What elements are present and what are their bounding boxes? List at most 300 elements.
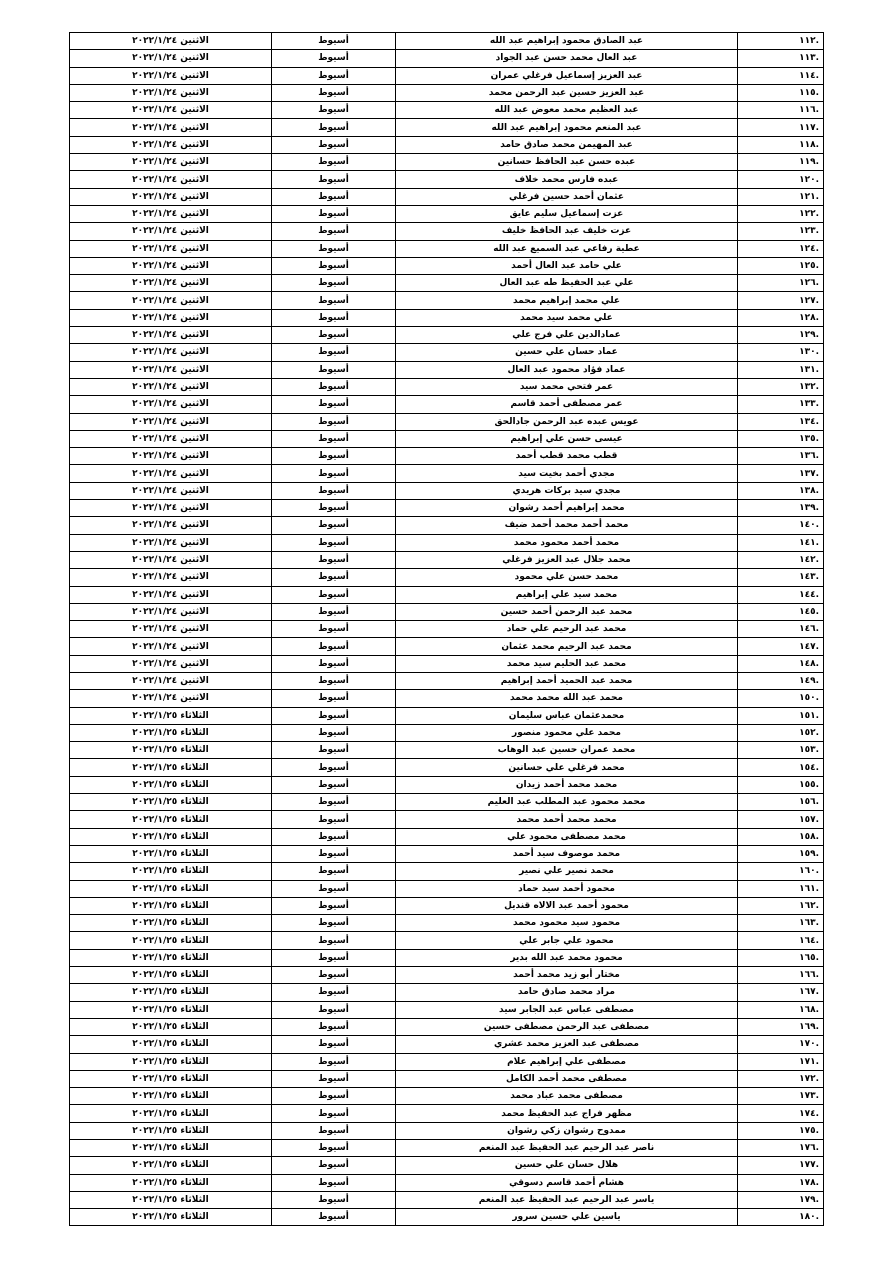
person-name-cell: محمد عمران حسين عبد الوهاب (396, 742, 738, 759)
row-number-cell: .١٥٨ (738, 828, 824, 845)
date-cell: الثلاثاء ٢٠٢٢/١/٢٥ (70, 897, 272, 914)
row-number-cell: .١٣٩ (738, 500, 824, 517)
table-row (70, 171, 824, 188)
names-table (69, 32, 824, 1226)
row-number-cell: .١٥٤ (738, 759, 824, 776)
city-cell: أسيوط (272, 1053, 396, 1070)
row-number-cell: .١٢١ (738, 188, 824, 205)
table-row (70, 1191, 824, 1208)
table-row (70, 1053, 824, 1070)
person-name-cell: مصطفى محمد أحمد الكامل (396, 1070, 738, 1087)
row-number-cell: .١٢٨ (738, 309, 824, 326)
table-row (70, 223, 824, 240)
city-cell: أسيوط (272, 465, 396, 482)
date-cell: الاثنين ٢٠٢٢/١/٢٤ (70, 396, 272, 413)
person-name-cell: عيسى حسن علي إبراهيم (396, 430, 738, 447)
row-number-cell: .١٦٦ (738, 967, 824, 984)
table-row (70, 1122, 824, 1139)
table-row (70, 67, 824, 84)
row-number-cell: .١٦١ (738, 880, 824, 897)
person-name-cell: مختار أبو زيد محمد أحمد (396, 967, 738, 984)
date-cell: الثلاثاء ٢٠٢٢/١/٢٥ (70, 915, 272, 932)
row-number-cell: .١١٥ (738, 84, 824, 101)
person-name-cell: عماد حسان علي حسين (396, 344, 738, 361)
names-table-body (70, 33, 824, 1226)
city-cell: أسيوط (272, 33, 396, 50)
date-cell: الثلاثاء ٢٠٢٢/١/٢٥ (70, 707, 272, 724)
city-cell: أسيوط (272, 240, 396, 257)
date-cell: الاثنين ٢٠٢٢/١/٢٤ (70, 292, 272, 309)
date-cell: الاثنين ٢٠٢٢/١/٢٤ (70, 482, 272, 499)
table-row (70, 655, 824, 672)
row-number-cell: .١٣٧ (738, 465, 824, 482)
date-cell: الاثنين ٢٠٢٢/١/٢٤ (70, 655, 272, 672)
city-cell: أسيوط (272, 257, 396, 274)
date-cell: الثلاثاء ٢٠٢٢/١/٢٥ (70, 1191, 272, 1208)
city-cell: أسيوط (272, 1122, 396, 1139)
date-cell: الاثنين ٢٠٢٢/١/٢٤ (70, 500, 272, 517)
person-name-cell: ياسر عبد الرحيم عبد الحفيظ عبد المنعم (396, 1191, 738, 1208)
table-row (70, 1018, 824, 1035)
date-cell: الاثنين ٢٠٢٢/١/٢٤ (70, 257, 272, 274)
city-cell: أسيوط (272, 1105, 396, 1122)
row-number-cell: .١٣٠ (738, 344, 824, 361)
person-name-cell: عمر فتحي محمد سيد (396, 378, 738, 395)
date-cell: الثلاثاء ٢٠٢٢/١/٢٥ (70, 1122, 272, 1139)
city-cell: أسيوط (272, 1088, 396, 1105)
person-name-cell: محمد نصير علي نصير (396, 863, 738, 880)
person-name-cell: محمد عبد الرحمن أحمد حسين (396, 603, 738, 620)
city-cell: أسيوط (272, 448, 396, 465)
person-name-cell: محمدعثمان عباس سليمان (396, 707, 738, 724)
table-row (70, 327, 824, 344)
row-number-cell: .١٢٥ (738, 257, 824, 274)
table-row (70, 102, 824, 119)
table-row (70, 1036, 824, 1053)
date-cell: الاثنين ٢٠٢٢/١/٢٤ (70, 205, 272, 222)
date-cell: الاثنين ٢٠٢٢/١/٢٤ (70, 430, 272, 447)
person-name-cell: عبده فارس محمد خلاف (396, 171, 738, 188)
date-cell: الثلاثاء ٢٠٢٢/١/٢٥ (70, 1070, 272, 1087)
table-row (70, 430, 824, 447)
table-row (70, 1088, 824, 1105)
person-name-cell: محمود محمد عبد الله بدير (396, 949, 738, 966)
table-row (70, 794, 824, 811)
date-cell: الثلاثاء ٢٠٢٢/١/٢٥ (70, 1105, 272, 1122)
table-row (70, 759, 824, 776)
city-cell: أسيوط (272, 361, 396, 378)
person-name-cell: عطية رفاعي عبد السميع عبد الله (396, 240, 738, 257)
row-number-cell: .١٦٩ (738, 1018, 824, 1035)
city-cell: أسيوط (272, 828, 396, 845)
city-cell: أسيوط (272, 396, 396, 413)
table-row (70, 1174, 824, 1191)
person-name-cell: مجدي أحمد بخيت سيد (396, 465, 738, 482)
row-number-cell: .١٧٦ (738, 1140, 824, 1157)
table-row (70, 638, 824, 655)
date-cell: الاثنين ٢٠٢٢/١/٢٤ (70, 50, 272, 67)
city-cell: أسيوط (272, 378, 396, 395)
date-cell: الاثنين ٢٠٢٢/١/٢٤ (70, 378, 272, 395)
date-cell: الاثنين ٢٠٢٢/١/٢٤ (70, 448, 272, 465)
date-cell: الاثنين ٢٠٢٢/١/٢٤ (70, 136, 272, 153)
row-number-cell: .١٥٢ (738, 724, 824, 741)
person-name-cell: محمد أحمد محمد أحمد ضيف (396, 517, 738, 534)
row-number-cell: .١٧١ (738, 1053, 824, 1070)
city-cell: أسيوط (272, 759, 396, 776)
person-name-cell: عمر مصطفى أحمد قاسم (396, 396, 738, 413)
table-row (70, 188, 824, 205)
person-name-cell: مصطفى محمد عباد محمد (396, 1088, 738, 1105)
person-name-cell: مظهر فراج عبد الحفيظ محمد (396, 1105, 738, 1122)
city-cell: أسيوط (272, 967, 396, 984)
date-cell: الاثنين ٢٠٢٢/١/٢٤ (70, 603, 272, 620)
row-number-cell: .١٥١ (738, 707, 824, 724)
city-cell: أسيوط (272, 672, 396, 689)
table-row (70, 707, 824, 724)
date-cell: الثلاثاء ٢٠٢٢/١/٢٥ (70, 949, 272, 966)
date-cell: الثلاثاء ٢٠٢٢/١/٢٥ (70, 1001, 272, 1018)
table-row (70, 690, 824, 707)
date-cell: الثلاثاء ٢٠٢٢/١/٢٥ (70, 932, 272, 949)
city-cell: أسيوط (272, 413, 396, 430)
row-number-cell: .١٢٣ (738, 223, 824, 240)
table-row (70, 1157, 824, 1174)
table-row (70, 603, 824, 620)
row-number-cell: .١٨٠ (738, 1209, 824, 1226)
row-number-cell: .١١٧ (738, 119, 824, 136)
city-cell: أسيوط (272, 690, 396, 707)
person-name-cell: محمد عبد الحليم سيد محمد (396, 655, 738, 672)
date-cell: الاثنين ٢٠٢٢/١/٢٤ (70, 275, 272, 292)
date-cell: الاثنين ٢٠٢٢/١/٢٤ (70, 188, 272, 205)
city-cell: أسيوط (272, 482, 396, 499)
city-cell: أسيوط (272, 621, 396, 638)
person-name-cell: محمد أحمد محمود محمد (396, 534, 738, 551)
table-row (70, 378, 824, 395)
person-name-cell: علي عبد الحفيظ طه عبد العال (396, 275, 738, 292)
date-cell: الاثنين ٢٠٢٢/١/٢٤ (70, 33, 272, 50)
person-name-cell: محمد جلال عبد العزيز فرغلي (396, 551, 738, 568)
table-row (70, 50, 824, 67)
city-cell: أسيوط (272, 102, 396, 119)
person-name-cell: علي حامد عبد العال أحمد (396, 257, 738, 274)
city-cell: أسيوط (272, 863, 396, 880)
table-row (70, 828, 824, 845)
person-name-cell: مصطفى عبد الرحمن مصطفى حسين (396, 1018, 738, 1035)
person-name-cell: علي محمد إبراهيم محمد (396, 292, 738, 309)
row-number-cell: .١٤٣ (738, 569, 824, 586)
row-number-cell: .١٧٥ (738, 1122, 824, 1139)
person-name-cell: عبد العزيز حسين عبد الرحمن محمد (396, 84, 738, 101)
table-row (70, 1209, 824, 1226)
row-number-cell: .١٧٧ (738, 1157, 824, 1174)
city-cell: أسيوط (272, 897, 396, 914)
row-number-cell: .١٤٧ (738, 638, 824, 655)
row-number-cell: .١٥٣ (738, 742, 824, 759)
row-number-cell: .١٢٦ (738, 275, 824, 292)
row-number-cell: .١٣٥ (738, 430, 824, 447)
city-cell: أسيوط (272, 655, 396, 672)
table-row (70, 672, 824, 689)
row-number-cell: .١٣٨ (738, 482, 824, 499)
table-row (70, 33, 824, 50)
table-row (70, 586, 824, 603)
city-cell: أسيوط (272, 500, 396, 517)
date-cell: الثلاثاء ٢٠٢٢/١/٢٥ (70, 1053, 272, 1070)
city-cell: أسيوط (272, 1070, 396, 1087)
row-number-cell: .١١٦ (738, 102, 824, 119)
city-cell: أسيوط (272, 50, 396, 67)
person-name-cell: محمد عبد الحميد أحمد إبراهيم (396, 672, 738, 689)
city-cell: أسيوط (272, 915, 396, 932)
date-cell: الاثنين ٢٠٢٢/١/٢٤ (70, 327, 272, 344)
city-cell: أسيوط (272, 1001, 396, 1018)
row-number-cell: .١٦٨ (738, 1001, 824, 1018)
city-cell: أسيوط (272, 1018, 396, 1035)
date-cell: الثلاثاء ٢٠٢٢/١/٢٥ (70, 724, 272, 741)
city-cell: أسيوط (272, 1157, 396, 1174)
person-name-cell: محمود أحمد عبد الالاه قنديل (396, 897, 738, 914)
person-name-cell: عبد العظيم محمد معوض عبد الله (396, 102, 738, 119)
table-row (70, 361, 824, 378)
city-cell: أسيوط (272, 205, 396, 222)
row-number-cell: .١٤٩ (738, 672, 824, 689)
date-cell: الاثنين ٢٠٢٢/١/٢٤ (70, 119, 272, 136)
row-number-cell: .١٤٠ (738, 517, 824, 534)
date-cell: الثلاثاء ٢٠٢٢/١/٢٥ (70, 1036, 272, 1053)
date-cell: الثلاثاء ٢٠٢٢/١/٢٥ (70, 776, 272, 793)
person-name-cell: عبد المهيمن محمد صادق حامد (396, 136, 738, 153)
table-row (70, 534, 824, 551)
row-number-cell: .١٥٩ (738, 845, 824, 862)
date-cell: الثلاثاء ٢٠٢٢/١/٢٥ (70, 1088, 272, 1105)
city-cell: أسيوط (272, 845, 396, 862)
table-row (70, 136, 824, 153)
table-row (70, 915, 824, 932)
date-cell: الاثنين ٢٠٢٢/١/٢٤ (70, 413, 272, 430)
person-name-cell: مصطفى عباس عبد الجابر سيد (396, 1001, 738, 1018)
city-cell: أسيوط (272, 880, 396, 897)
person-name-cell: قطب محمد قطب أحمد (396, 448, 738, 465)
date-cell: الاثنين ٢٠٢٢/١/٢٤ (70, 309, 272, 326)
date-cell: الاثنين ٢٠٢٢/١/٢٤ (70, 621, 272, 638)
city-cell: أسيوط (272, 309, 396, 326)
person-name-cell: عبد المنعم محمود إبراهيم عبد الله (396, 119, 738, 136)
table-row (70, 309, 824, 326)
person-name-cell: ياسين علي حسين سرور (396, 1209, 738, 1226)
row-number-cell: .١٧٠ (738, 1036, 824, 1053)
table-row (70, 776, 824, 793)
table-row (70, 880, 824, 897)
date-cell: الاثنين ٢٠٢٢/١/٢٤ (70, 84, 272, 101)
row-number-cell: .١٦٠ (738, 863, 824, 880)
table-row (70, 154, 824, 171)
person-name-cell: عبد العزيز إسماعيل فرغلي عمران (396, 67, 738, 84)
table-row (70, 949, 824, 966)
date-cell: الاثنين ٢٠٢٢/١/٢٤ (70, 240, 272, 257)
person-name-cell: محمد مصطفى محمود علي (396, 828, 738, 845)
row-number-cell: .١٣١ (738, 361, 824, 378)
city-cell: أسيوط (272, 794, 396, 811)
person-name-cell: محمود سيد محمود محمد (396, 915, 738, 932)
person-name-cell: محمود علي جابر علي (396, 932, 738, 949)
row-number-cell: .١٤٥ (738, 603, 824, 620)
person-name-cell: عبد الصادق محمود إبراهيم عبد الله (396, 33, 738, 50)
row-number-cell: .١٤٦ (738, 621, 824, 638)
date-cell: الثلاثاء ٢٠٢٢/١/٢٥ (70, 1140, 272, 1157)
city-cell: أسيوط (272, 1191, 396, 1208)
person-name-cell: مصطفى عبد العزيز محمد عشري (396, 1036, 738, 1053)
row-number-cell: .١٦٤ (738, 932, 824, 949)
table-row (70, 1105, 824, 1122)
city-cell: أسيوط (272, 742, 396, 759)
city-cell: أسيوط (272, 551, 396, 568)
date-cell: الاثنين ٢٠٢٢/١/٢٤ (70, 551, 272, 568)
row-number-cell: .١٥٦ (738, 794, 824, 811)
row-number-cell: .١٢٠ (738, 171, 824, 188)
city-cell: أسيوط (272, 67, 396, 84)
city-cell: أسيوط (272, 136, 396, 153)
person-name-cell: مجدي سيد بركات هريدي (396, 482, 738, 499)
table-row (70, 897, 824, 914)
row-number-cell: .١٦٢ (738, 897, 824, 914)
table-row (70, 84, 824, 101)
row-number-cell: .١٢٩ (738, 327, 824, 344)
table-row (70, 465, 824, 482)
person-name-cell: علي محمد سيد محمد (396, 309, 738, 326)
date-cell: الاثنين ٢٠٢٢/١/٢٤ (70, 465, 272, 482)
row-number-cell: .١٧٨ (738, 1174, 824, 1191)
row-number-cell: .١٦٥ (738, 949, 824, 966)
city-cell: أسيوط (272, 275, 396, 292)
table-row (70, 517, 824, 534)
city-cell: أسيوط (272, 724, 396, 741)
person-name-cell: ممدوح رشوان زكي رشوان (396, 1122, 738, 1139)
person-name-cell: هلال حسان علي حسين (396, 1157, 738, 1174)
city-cell: أسيوط (272, 811, 396, 828)
city-cell: أسيوط (272, 638, 396, 655)
row-number-cell: .١٧٣ (738, 1088, 824, 1105)
table-row (70, 1001, 824, 1018)
city-cell: أسيوط (272, 707, 396, 724)
date-cell: الاثنين ٢٠٢٢/١/٢٤ (70, 690, 272, 707)
row-number-cell: .١٣٢ (738, 378, 824, 395)
row-number-cell: .١٢٤ (738, 240, 824, 257)
person-name-cell: عماد فؤاد محمود عبد العال (396, 361, 738, 378)
row-number-cell: .١٤٤ (738, 586, 824, 603)
person-name-cell: محمد موصوف سيد أحمد (396, 845, 738, 862)
table-row (70, 292, 824, 309)
date-cell: الثلاثاء ٢٠٢٢/١/٢٥ (70, 1209, 272, 1226)
table-row (70, 344, 824, 361)
table-row (70, 863, 824, 880)
date-cell: الثلاثاء ٢٠٢٢/١/٢٥ (70, 742, 272, 759)
city-cell: أسيوط (272, 949, 396, 966)
date-cell: الاثنين ٢٠٢٢/١/٢٤ (70, 154, 272, 171)
date-cell: الاثنين ٢٠٢٢/١/٢٤ (70, 569, 272, 586)
city-cell: أسيوط (272, 586, 396, 603)
table-row (70, 932, 824, 949)
person-name-cell: عمادالدين علي فرج علي (396, 327, 738, 344)
person-name-cell: محمد عبد الله محمد محمد (396, 690, 738, 707)
table-row (70, 119, 824, 136)
table-row (70, 551, 824, 568)
table-row (70, 448, 824, 465)
row-number-cell: .١٧٩ (738, 1191, 824, 1208)
row-number-cell: .١٦٣ (738, 915, 824, 932)
date-cell: الاثنين ٢٠٢٢/١/٢٤ (70, 517, 272, 534)
city-cell: أسيوط (272, 984, 396, 1001)
city-cell: أسيوط (272, 1036, 396, 1053)
person-name-cell: محمد محمد أحمد زيدان (396, 776, 738, 793)
row-number-cell: .١٥٥ (738, 776, 824, 793)
person-name-cell: محمد محمد أحمد محمد (396, 811, 738, 828)
person-name-cell: محمد علي محمود منصور (396, 724, 738, 741)
table-row (70, 967, 824, 984)
table-row (70, 1070, 824, 1087)
date-cell: الثلاثاء ٢٠٢٢/١/٢٥ (70, 880, 272, 897)
row-number-cell: .١٢٢ (738, 205, 824, 222)
city-cell: أسيوط (272, 517, 396, 534)
table-row (70, 482, 824, 499)
table-row (70, 257, 824, 274)
row-number-cell: .١١٤ (738, 67, 824, 84)
date-cell: الثلاثاء ٢٠٢٢/١/٢٥ (70, 863, 272, 880)
city-cell: أسيوط (272, 154, 396, 171)
table-row (70, 1140, 824, 1157)
table-row (70, 742, 824, 759)
date-cell: الاثنين ٢٠٢٢/١/٢٤ (70, 344, 272, 361)
person-name-cell: محمد فرغلي علي حسانين (396, 759, 738, 776)
person-name-cell: محمد إبراهيم أحمد رشوان (396, 500, 738, 517)
city-cell: أسيوط (272, 292, 396, 309)
date-cell: الثلاثاء ٢٠٢٢/١/٢٥ (70, 984, 272, 1001)
city-cell: أسيوط (272, 1174, 396, 1191)
city-cell: أسيوط (272, 776, 396, 793)
date-cell: الاثنين ٢٠٢٢/١/٢٤ (70, 361, 272, 378)
row-number-cell: .١٧٤ (738, 1105, 824, 1122)
person-name-cell: عبده حسن عبد الحافظ حسانين (396, 154, 738, 171)
table-row (70, 569, 824, 586)
person-name-cell: عثمان أحمد حسين فرغلي (396, 188, 738, 205)
city-cell: أسيوط (272, 1140, 396, 1157)
row-number-cell: .١٤٢ (738, 551, 824, 568)
row-number-cell: .١٤١ (738, 534, 824, 551)
person-name-cell: هشام أحمد قاسم دسوقي (396, 1174, 738, 1191)
table-row (70, 396, 824, 413)
date-cell: الثلاثاء ٢٠٢٢/١/٢٥ (70, 828, 272, 845)
table-row (70, 500, 824, 517)
person-name-cell: محمود أحمد سيد حماد (396, 880, 738, 897)
row-number-cell: .١٤٨ (738, 655, 824, 672)
table-row (70, 984, 824, 1001)
row-number-cell: .١١٩ (738, 154, 824, 171)
table-row (70, 621, 824, 638)
row-number-cell: .١٣٤ (738, 413, 824, 430)
table-row (70, 413, 824, 430)
person-name-cell: محمد سيد علي إبراهيم (396, 586, 738, 603)
date-cell: الثلاثاء ٢٠٢٢/١/٢٥ (70, 1174, 272, 1191)
person-name-cell: محمد عبد الرحيم علي حماد (396, 621, 738, 638)
person-name-cell: محمد محمود عبد المطلب عبد العليم (396, 794, 738, 811)
city-cell: أسيوط (272, 603, 396, 620)
city-cell: أسيوط (272, 569, 396, 586)
person-name-cell: محمد حسن علي محمود (396, 569, 738, 586)
date-cell: الثلاثاء ٢٠٢٢/١/٢٥ (70, 811, 272, 828)
date-cell: الاثنين ٢٠٢٢/١/٢٤ (70, 534, 272, 551)
city-cell: أسيوط (272, 223, 396, 240)
